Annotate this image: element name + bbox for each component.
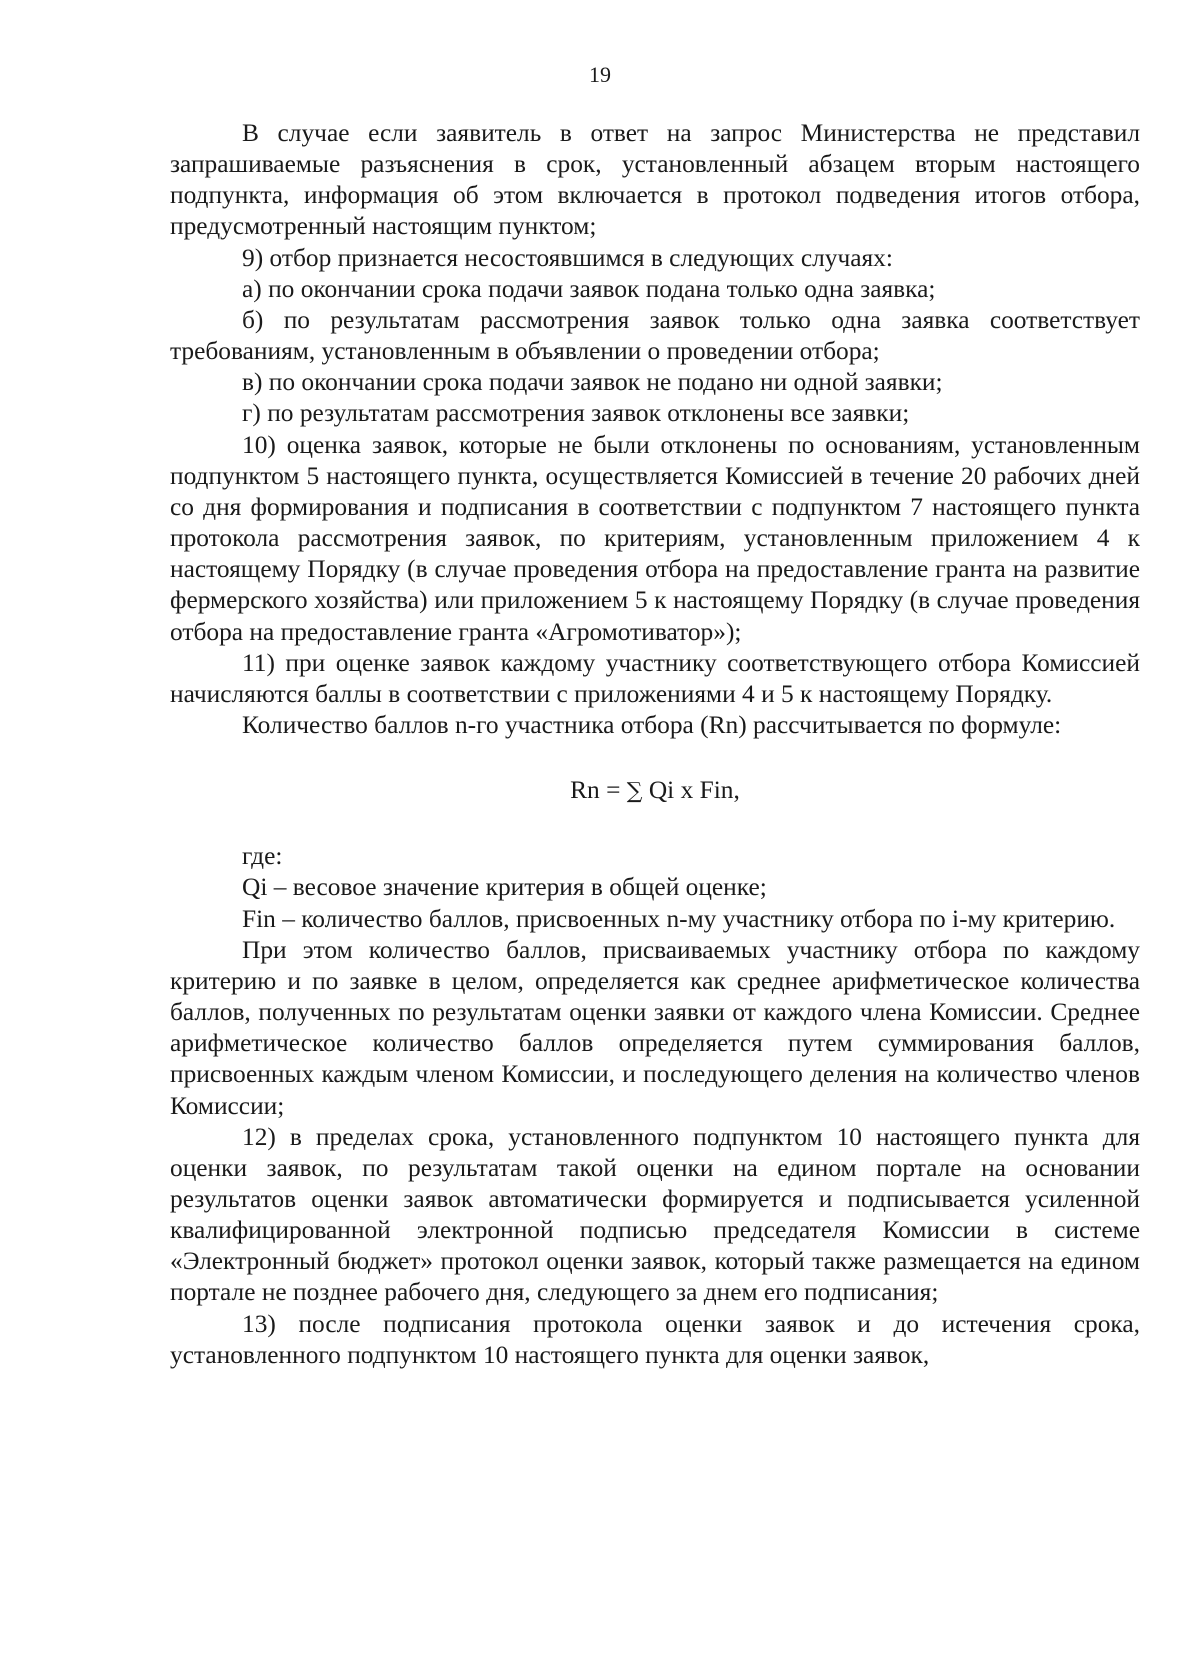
paragraph-item-9b: б) по результатам рассмотрения заявок только одна заявка соответствует требованиям, установленным в объявлении о проведении отбора;: [170, 305, 1140, 366]
paragraph-item-13: 13) после подписания протокола оценки заявок и до истечения срока, установленного подпунктом 10 настоящего пункта для оценки заявок,: [170, 1309, 1140, 1369]
page-number: 19: [589, 62, 611, 87]
paragraph-score-intro: Количество баллов n-го участника отбора (Rn) рассчитывается по формуле:: [242, 710, 1062, 739]
paragraph-average-score: При этом количество баллов, присваиваемых участнику отбора по каждому критерию и по заявке в целом, определяется как среднее арифметическое количества баллов, полученных по результатам оценки заявки от каждого члена Комиссии. Среднее арифметическое количество баллов определяется путем суммирования баллов, присвоенных каждым членом Комиссии, и последующего деления на количество членов Комиссии;: [170, 935, 1140, 1120]
paragraph-item-9v: в) по окончании срока подачи заявок не подано ни одной заявки;: [242, 368, 943, 397]
paragraph-item-9g: г) по результатам рассмотрения заявок отклонены все заявки;: [242, 399, 910, 428]
paragraph-clarification: В случае если заявитель в ответ на запрос Министерства не представил запрашиваемые разъяснения в срок, установленный абзацем вторым настоящего подпункта, информация об этом включается в протокол подведения итогов отбора, предусмотренный настоящим пунктом;: [170, 119, 1140, 241]
document-body: [170, 118, 1140, 1371]
formula: [170, 775, 1140, 807]
paragraph-item-12: 12) в пределах срока, установленного подпунктом 10 настоящего пункта для оценки заявок, по результатам такой оценки на едином портале на основании результатов оценки заявок автоматически формируется и подписывается усиленной квалифицированной электронной подписью председателя Комиссии в системе «Электронный бюджет» протокол оценки заявок, который также размещается на едином портале не позднее рабочего дня, следующего за днем его подписания;: [170, 1122, 1140, 1307]
paragraph-item-11: 11) при оценке заявок каждому участнику соответствующего отбора Комиссией начисляются баллы в соответствии с приложениями 4 и 5 к настоящему Порядку.: [170, 648, 1140, 708]
sum-symbol: ∑: [626, 779, 643, 805]
paragraph-item-9: 9) отбор признается несостоявшимся в следующих случаях:: [242, 243, 893, 272]
paragraph-fin-definition: Fin – количество баллов, присвоенных n-му участнику отбора по i-му критерию.: [242, 904, 1116, 933]
paragraph-qi-definition: Qi – весовое значение критерия в общей оценке;: [242, 873, 767, 902]
formula-right: Qi x Fin,: [642, 776, 740, 805]
paragraph-where: где:: [242, 842, 283, 871]
paragraph-item-10: 10) оценка заявок, которые не были отклонены по основаниям, установленным подпунктом 5 настоящего пункта, осуществляется Комиссией в течение 20 рабочих дней со дня формирования и подписания в соответствии с подпунктом 7 настоящего пункта протокола рассмотрения заявок, по критериям, установленным приложением 4 к настоящему Порядку (в случае проведения отбора на предоставление гранта на развитие фермерского хозяйства) или приложением 5 к настоящему Порядку (в случае проведения отбора на предоставление гранта «Агромотиватор»);: [170, 430, 1140, 646]
formula-left: Rn =: [570, 776, 627, 805]
paragraph-item-9a: а) по окончании срока подачи заявок подана только одна заявка;: [242, 274, 936, 303]
